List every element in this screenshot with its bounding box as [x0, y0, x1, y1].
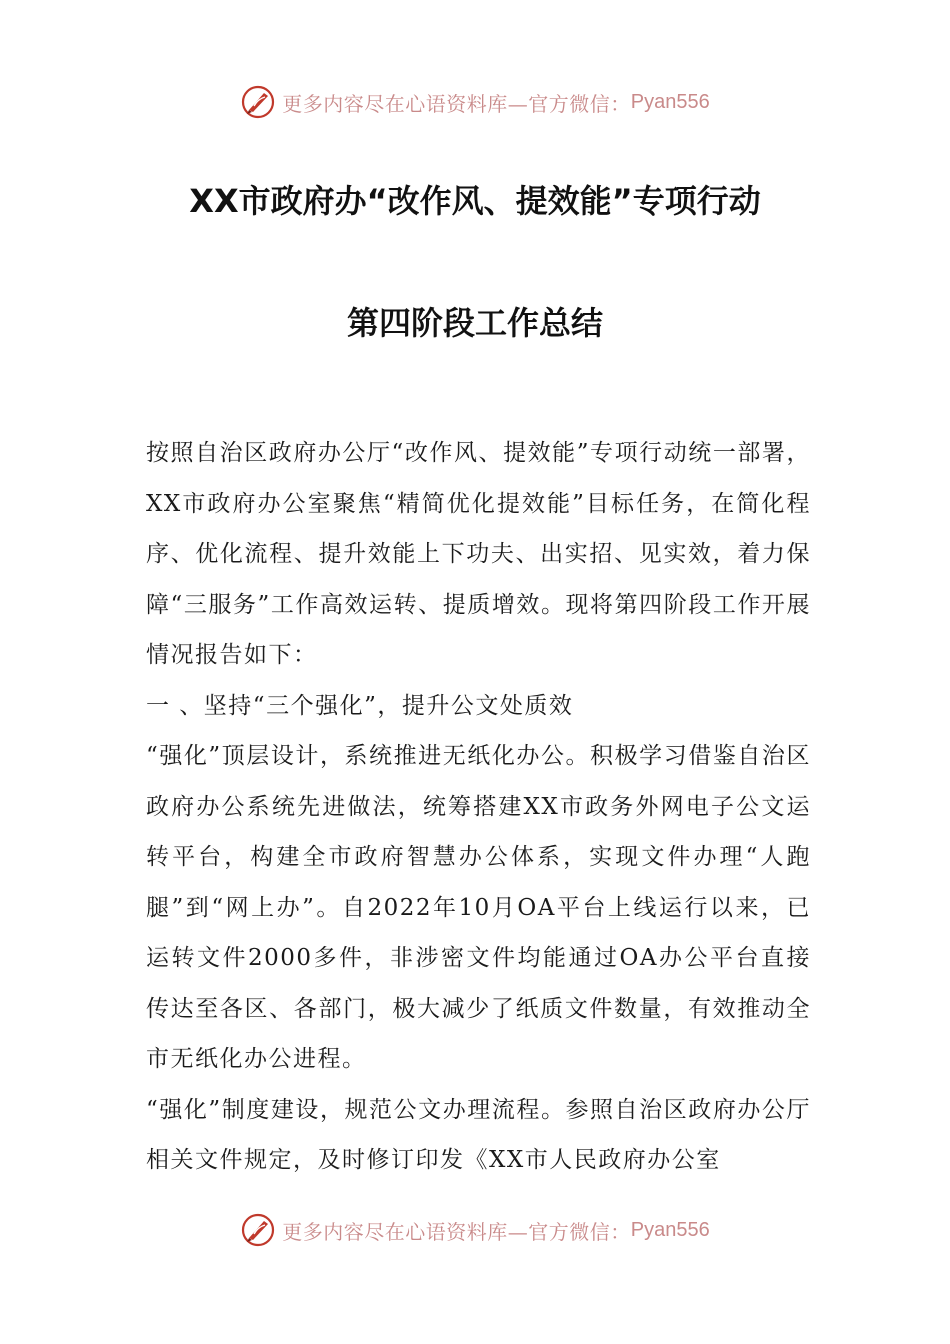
watermark-text: 更多内容尽在心语资料库—官方微信： — [282, 1219, 631, 1244]
watermark-text: 更多内容尽在心语资料库—官方微信： — [282, 91, 631, 116]
pen-logo-icon — [240, 1212, 276, 1248]
document-body — [146, 428, 811, 1186]
paragraph-institution-building: “强化”制度建设，规范公文办理流程。参照自治区政府办公厅相关文件规定，及时修订印发《XX市人民政府办公室 — [146, 1096, 811, 1173]
watermark-wechat-id: Pyan556 — [630, 1218, 710, 1241]
watermark-banner-bottom — [0, 1208, 950, 1252]
watermark-wechat-id: Pyan556 — [630, 90, 710, 113]
pen-logo-icon — [240, 84, 276, 120]
paragraph-paperless-office: “强化”顶层设计，系统推进无纸化办公。积极学习借鉴自治区政府办公系统先进做法，统筹搭建XX市政务外网电子公文运转平台，构建全市政府智慧办公体系，实现文件办理“人跑腿”到“网上办”。自2022年10月OA平台上线运行以来，已运转文件2000多件，非涉密文件均能通过OA办公平台直接传达至各区、各部门，极大减少了纸质文件数量，有效推动全市无纸化办公进程。 — [146, 743, 811, 1072]
document-title: XX市政府办“改作风、提效能”专项行动 — [189, 182, 761, 220]
watermark-banner-top — [0, 80, 950, 124]
document-subtitle: 第四阶段工作总结 — [346, 304, 603, 342]
paragraph-intro: 按照自治区政府办公厅“改作风、提效能”专项行动统一部署，XX市政府办公室聚焦“精简优化提效能”目标任务，在简化程序、优化流程、提升效能上下功夫、出实招、见实效，着力保障“三服务”工作高效运转、提质增效。现将第四阶段工作开展情况报告如下： — [146, 440, 811, 668]
section-heading: 一 、坚持“三个强化”，提升公文处质效 — [146, 692, 574, 719]
